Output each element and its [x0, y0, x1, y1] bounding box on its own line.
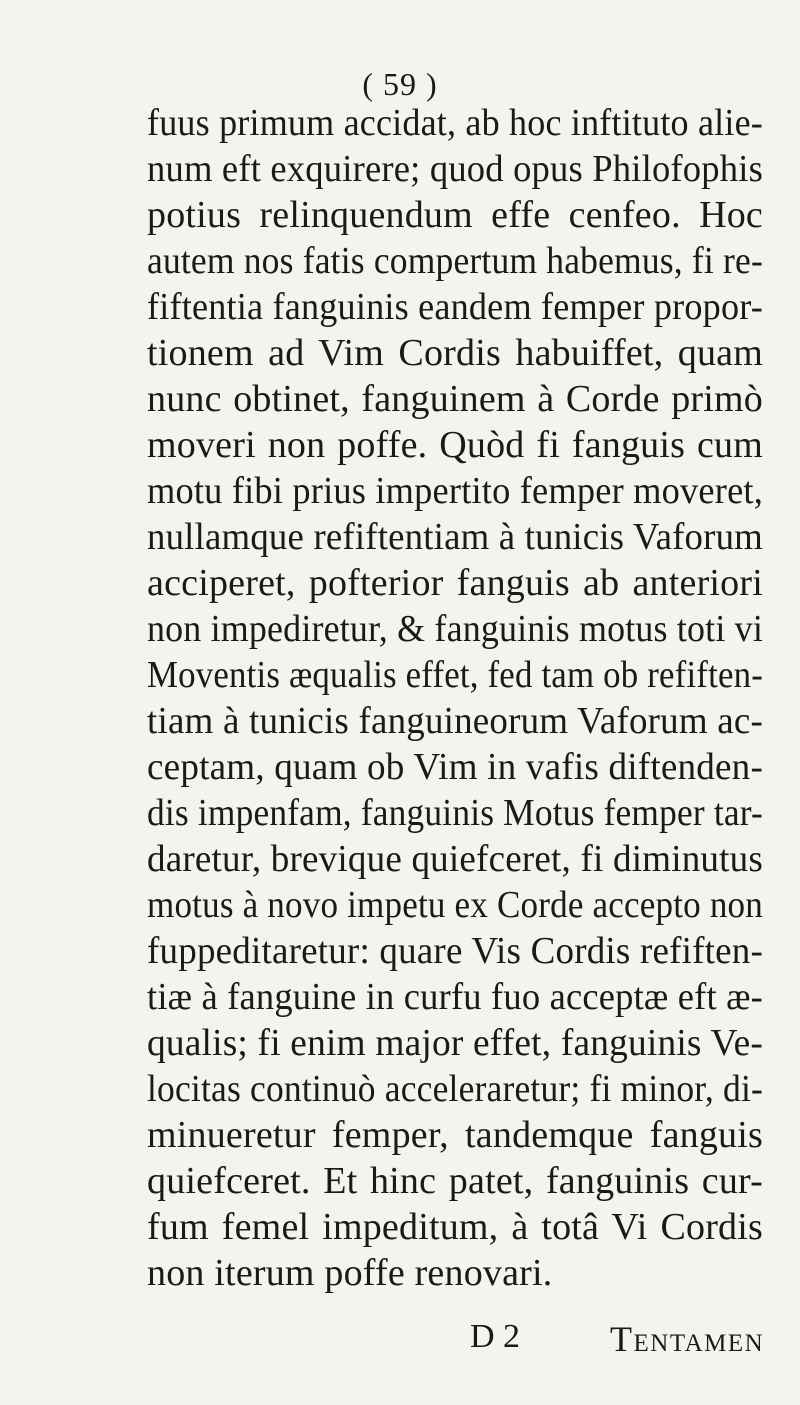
text-line: num eft exquirere; quod opus Philofophis: [147, 148, 763, 190]
text-line: fiftentia fanguinis eandem femper propor-: [147, 286, 763, 328]
page-footer: [0, 1318, 800, 1368]
text-line: quiefceret. Et hinc patet, fanguinis cur-: [147, 1160, 763, 1202]
catchword: Tentamen: [610, 1319, 765, 1359]
page-number: ( 59 ): [362, 66, 438, 102]
text-line: nunc obtinet, fanguinem à Corde primò: [147, 378, 763, 420]
text-line: non impediretur, & fanguinis motus toti vi: [147, 608, 763, 650]
text-line: fuus primum accidat, ab hoc inftituto alie-: [147, 102, 763, 144]
text-line: tiæ à fanguine in curfu fuo acceptæ eft æ-: [147, 976, 763, 1018]
text-line: moveri non poffe. Quòd fi fanguis cum: [147, 424, 763, 466]
text-line: acciperet, pofterior fanguis ab anteriori: [147, 562, 763, 604]
text-line: qualis; fi enim major effet, fanguinis Ve-: [147, 1022, 763, 1064]
signature-mark: D 2: [470, 1318, 521, 1355]
text-line: locitas continuò acceleraretur; fi minor, di-: [147, 1068, 763, 1110]
text-line: autem nos fatis compertum habemus, fi re-: [147, 240, 763, 282]
text-line: ceptam, quam ob Vim in vafis diftenden-: [147, 746, 763, 788]
text-line: non iterum poffe renovari.: [147, 1252, 553, 1294]
text-line: tiam à tunicis fanguineorum Vaforum ac-: [147, 700, 763, 742]
text-line: potius relinquendum effe cenfeo. Hoc: [147, 194, 763, 236]
text-line: motus à novo impetu ex Corde accepto non: [147, 884, 763, 926]
text-line: fum femel impeditum, à totâ Vi Cordis: [147, 1206, 763, 1248]
text-line: fuppeditaretur: quare Vis Cordis refiften-: [147, 930, 763, 972]
text-line: dis impenfam, fanguinis Motus femper tar-: [147, 792, 763, 834]
text-line: nullamque refiftentiam à tunicis Vaforum: [147, 516, 763, 558]
text-line: tionem ad Vim Cordis habuiffet, quam: [147, 332, 763, 374]
text-line: motu fibi prius impertito femper moveret,: [147, 470, 763, 512]
text-line: Moventis æqualis effet, fed tam ob refiften-: [147, 654, 763, 696]
text-line: minueretur femper, tandemque fanguis: [147, 1114, 763, 1156]
text-line: daretur, brevique quiefceret, fi diminutus: [147, 838, 763, 880]
